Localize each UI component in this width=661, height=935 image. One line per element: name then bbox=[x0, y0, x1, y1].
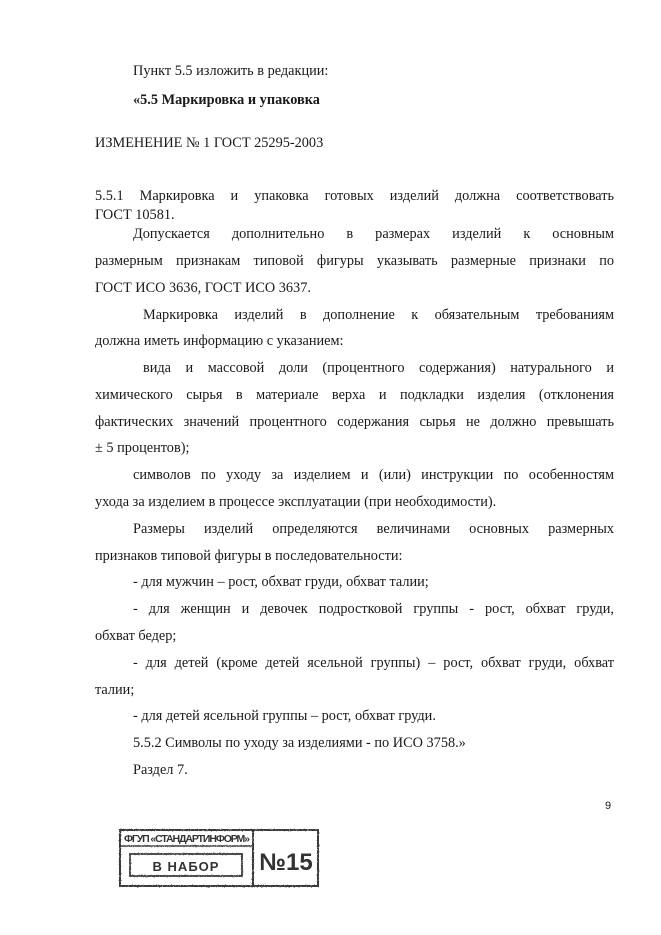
stamp-org: ФГУП «СТАНДАРТИНФОРМ» bbox=[124, 833, 250, 845]
list-item: - для детей (кроме детей ясельной группы) – рост, обхват груди, обхват bbox=[133, 655, 614, 671]
stamp-number: №15 bbox=[259, 849, 313, 876]
intro-line: Пункт 5.5 изложить в редакции: bbox=[133, 63, 329, 79]
text-line: Допускается дополнительно в размерах изделий к основным bbox=[133, 226, 614, 242]
section-title: «5.5 Маркировка и упаковка bbox=[133, 92, 320, 108]
list-item: - для детей ясельной группы – рост, обхват груди. bbox=[133, 708, 436, 724]
text-line: размерным признакам типовой фигуры указывать размерные признаки по bbox=[95, 253, 614, 269]
text-line: признаков типовой фигуры в последовательности: bbox=[95, 548, 403, 564]
stamp-label: В НАБОР bbox=[152, 859, 220, 874]
text-line: Раздел 7. bbox=[133, 762, 188, 778]
stamp-image bbox=[118, 826, 320, 890]
text-line: 5.5.1 Маркировка и упаковка готовых изделий должна соответствовать bbox=[95, 188, 614, 204]
text-line: должна иметь информацию с указанием: bbox=[95, 333, 344, 349]
list-item: - для мужчин – рост, обхват груди, обхват талии; bbox=[133, 574, 429, 590]
text-line: ГОСТ ИСО 3636, ГОСТ ИСО 3637. bbox=[95, 280, 311, 296]
text-line: 5.5.2 Символы по уходу за изделиями - по ИСО 3758.» bbox=[133, 735, 466, 751]
text-line: Размеры изделий определяются величинами основных размерных bbox=[133, 521, 614, 537]
text-line: фактических значений процентного содержания сырья не должно превышать bbox=[95, 414, 614, 430]
text-line: химического сырья в материале верха и подкладки изделия (отклонения bbox=[95, 387, 614, 403]
text-line: ухода за изделием в процессе эксплуатации (при необходимости). bbox=[95, 494, 497, 510]
text-line: Маркировка изделий в дополнение к обязательным требованиям bbox=[143, 307, 614, 323]
text-line: обхват бедер; bbox=[95, 628, 177, 644]
list-item: - для женщин и девочек подростковой группы - рост, обхват груди, bbox=[133, 601, 614, 617]
text-line: талии; bbox=[95, 682, 135, 698]
change-header: ИЗМЕНЕНИЕ № 1 ГОСТ 25295-2003 bbox=[95, 135, 324, 151]
text-line: символов по уходу за изделием и (или) инструкции по особенностям bbox=[133, 467, 614, 483]
text-line: ГОСТ 10581. bbox=[95, 207, 175, 223]
page-number: 9 bbox=[605, 800, 612, 812]
text-line: ± 5 процентов); bbox=[95, 440, 190, 456]
text-line: вида и массовой доли (процентного содержания) натурального и bbox=[143, 360, 614, 376]
